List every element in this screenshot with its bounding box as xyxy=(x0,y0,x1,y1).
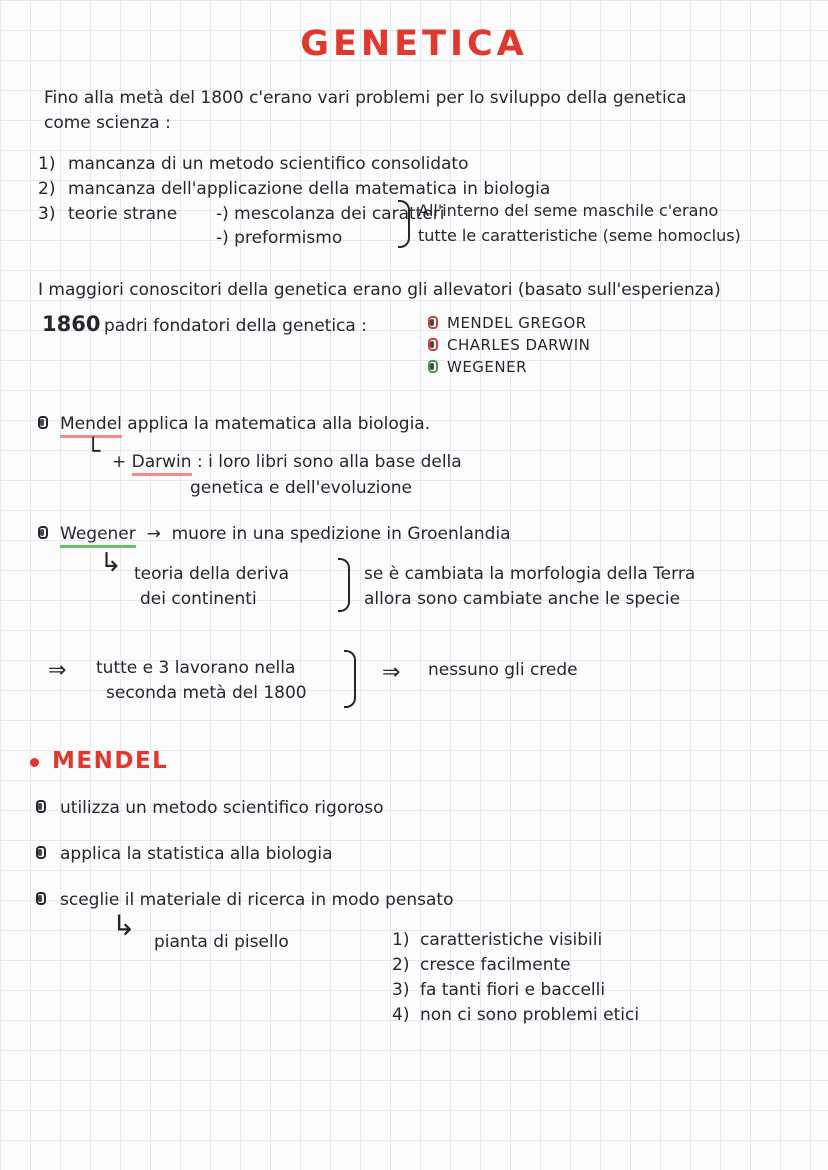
wegener-rest: muore in una spedizione in Groenlandia xyxy=(171,524,511,544)
conclusion-left xyxy=(96,656,307,706)
founders-year: 1860 xyxy=(42,312,101,336)
conclusion-right: nessuno gli crede xyxy=(428,660,578,680)
darwin-note xyxy=(112,450,462,475)
point-text: utilizza un metodo scientifico rigoroso xyxy=(60,798,384,818)
grouping-bracket-icon xyxy=(344,650,356,708)
list-item xyxy=(392,978,639,1003)
theories-note-line-2: tutte le caratteristiche (seme homoclus) xyxy=(418,226,741,245)
item-text: caratteristiche visibili xyxy=(420,930,603,950)
item-text: fa tanti fiori e baccelli xyxy=(420,980,606,1000)
founder-name: CHARLES DARWIN xyxy=(447,336,591,354)
checkbox-icon xyxy=(36,892,46,905)
point-text: applica la statistica alla biologia xyxy=(60,844,333,864)
corner-arrow-icon: ↳ xyxy=(100,548,122,578)
pea-traits-list xyxy=(392,928,639,1028)
list-item xyxy=(38,152,550,177)
mendel-rest: applica la matematica alla biologia. xyxy=(121,414,431,434)
theory-item-2: -) preformismo xyxy=(216,228,343,248)
arrow-icon: → xyxy=(146,524,161,544)
mendel-point xyxy=(36,888,453,913)
wegener-note xyxy=(38,522,511,547)
pea-plant-label: pianta di pisello xyxy=(154,932,289,952)
theories-sublist xyxy=(216,202,445,250)
checkbox-icon xyxy=(36,846,46,859)
checkbox-icon xyxy=(36,800,46,813)
deriva-line-1: teoria della deriva xyxy=(134,564,290,584)
founder-item xyxy=(428,356,590,378)
item-number: 4) xyxy=(392,1005,410,1025)
intro-paragraph xyxy=(44,86,686,136)
darwin-underlined: Darwin xyxy=(132,452,192,476)
allevatori-line: I maggiori conoscitori della genetica erano gli allevatori (basato sull'esperienza) xyxy=(38,280,721,300)
founder-name: WEGENER xyxy=(447,358,528,376)
checkbox-icon xyxy=(428,338,438,351)
item-text: teorie strane xyxy=(68,204,178,224)
grouping-bracket-icon xyxy=(398,200,410,248)
founders-label: padri fondatori della genetica : xyxy=(104,316,367,336)
mendel-note xyxy=(38,412,430,437)
item-text: non ci sono problemi etici xyxy=(420,1005,640,1025)
item-number: 1) xyxy=(392,930,410,950)
founder-name: MENDEL GREGOR xyxy=(447,314,587,332)
wegener-underlined: Wegener xyxy=(60,524,136,548)
item-number: 3) xyxy=(392,980,410,1000)
list-item xyxy=(392,928,639,953)
theories-note-line-1: All'interno del seme maschile c'erano xyxy=(418,201,719,220)
mendel-note-text xyxy=(60,412,430,437)
mendel-point xyxy=(36,796,384,821)
conclusion-line-2: seconda metà del 1800 xyxy=(106,683,307,703)
deriva-line-2: dei continenti xyxy=(140,589,257,609)
founder-item xyxy=(428,334,590,356)
checkbox-icon xyxy=(38,526,48,539)
checkbox-icon xyxy=(428,360,438,373)
founders-list xyxy=(428,312,590,378)
double-arrow-icon: ⇒ xyxy=(48,658,67,683)
item-number: 2) xyxy=(392,955,410,975)
theory-item-1: -) mescolanza dei caratteri xyxy=(216,204,445,224)
theories-note xyxy=(418,198,741,248)
list-item xyxy=(392,953,639,978)
wegener-note-text xyxy=(60,522,511,547)
item-number: 2) xyxy=(38,179,56,199)
item-number: 3) xyxy=(38,204,56,224)
mendel-point xyxy=(36,842,333,867)
point-text: sceglie il materiale di ricerca in modo pensato xyxy=(60,890,454,910)
deriva-consequence xyxy=(364,562,695,612)
item-text: mancanza dell'applicazione della matematica in biologia xyxy=(68,179,551,199)
item-number: 1) xyxy=(38,154,56,174)
founder-item xyxy=(428,312,590,334)
checkbox-icon xyxy=(38,416,48,429)
page-title: GENETICA xyxy=(300,24,528,64)
item-text: cresce facilmente xyxy=(420,955,571,975)
list-item xyxy=(392,1003,639,1028)
item-text: mancanza di un metodo scientifico consolidato xyxy=(68,154,469,174)
corner-icon: └ xyxy=(86,437,101,465)
mendel-underlined: Mendel xyxy=(60,414,122,438)
intro-line-1: Fino alla metà del 1800 c'erano vari problemi per lo sviluppo della genetica xyxy=(44,88,687,108)
darwin-note-line-2: genetica e dell'evoluzione xyxy=(190,478,412,498)
checkbox-icon xyxy=(428,316,438,329)
consequence-line-1: se è cambiata la morfologia della Terra xyxy=(364,564,696,584)
bullet-icon xyxy=(30,758,39,767)
intro-line-2: come scienza : xyxy=(44,113,171,133)
conclusion-line-1: tutte e 3 lavorano nella xyxy=(96,658,296,678)
double-arrow-icon: ⇒ xyxy=(382,660,401,685)
consequence-line-2: allora sono cambiate anche le specie xyxy=(364,589,681,609)
darwin-prefix: + xyxy=(112,452,132,472)
section-heading: MENDEL xyxy=(52,748,169,774)
darwin-rest: : i loro libri sono alla base della xyxy=(191,452,462,472)
corner-arrow-icon: ↳ xyxy=(112,909,136,942)
deriva-block xyxy=(134,562,289,612)
grouping-bracket-icon xyxy=(338,558,350,612)
